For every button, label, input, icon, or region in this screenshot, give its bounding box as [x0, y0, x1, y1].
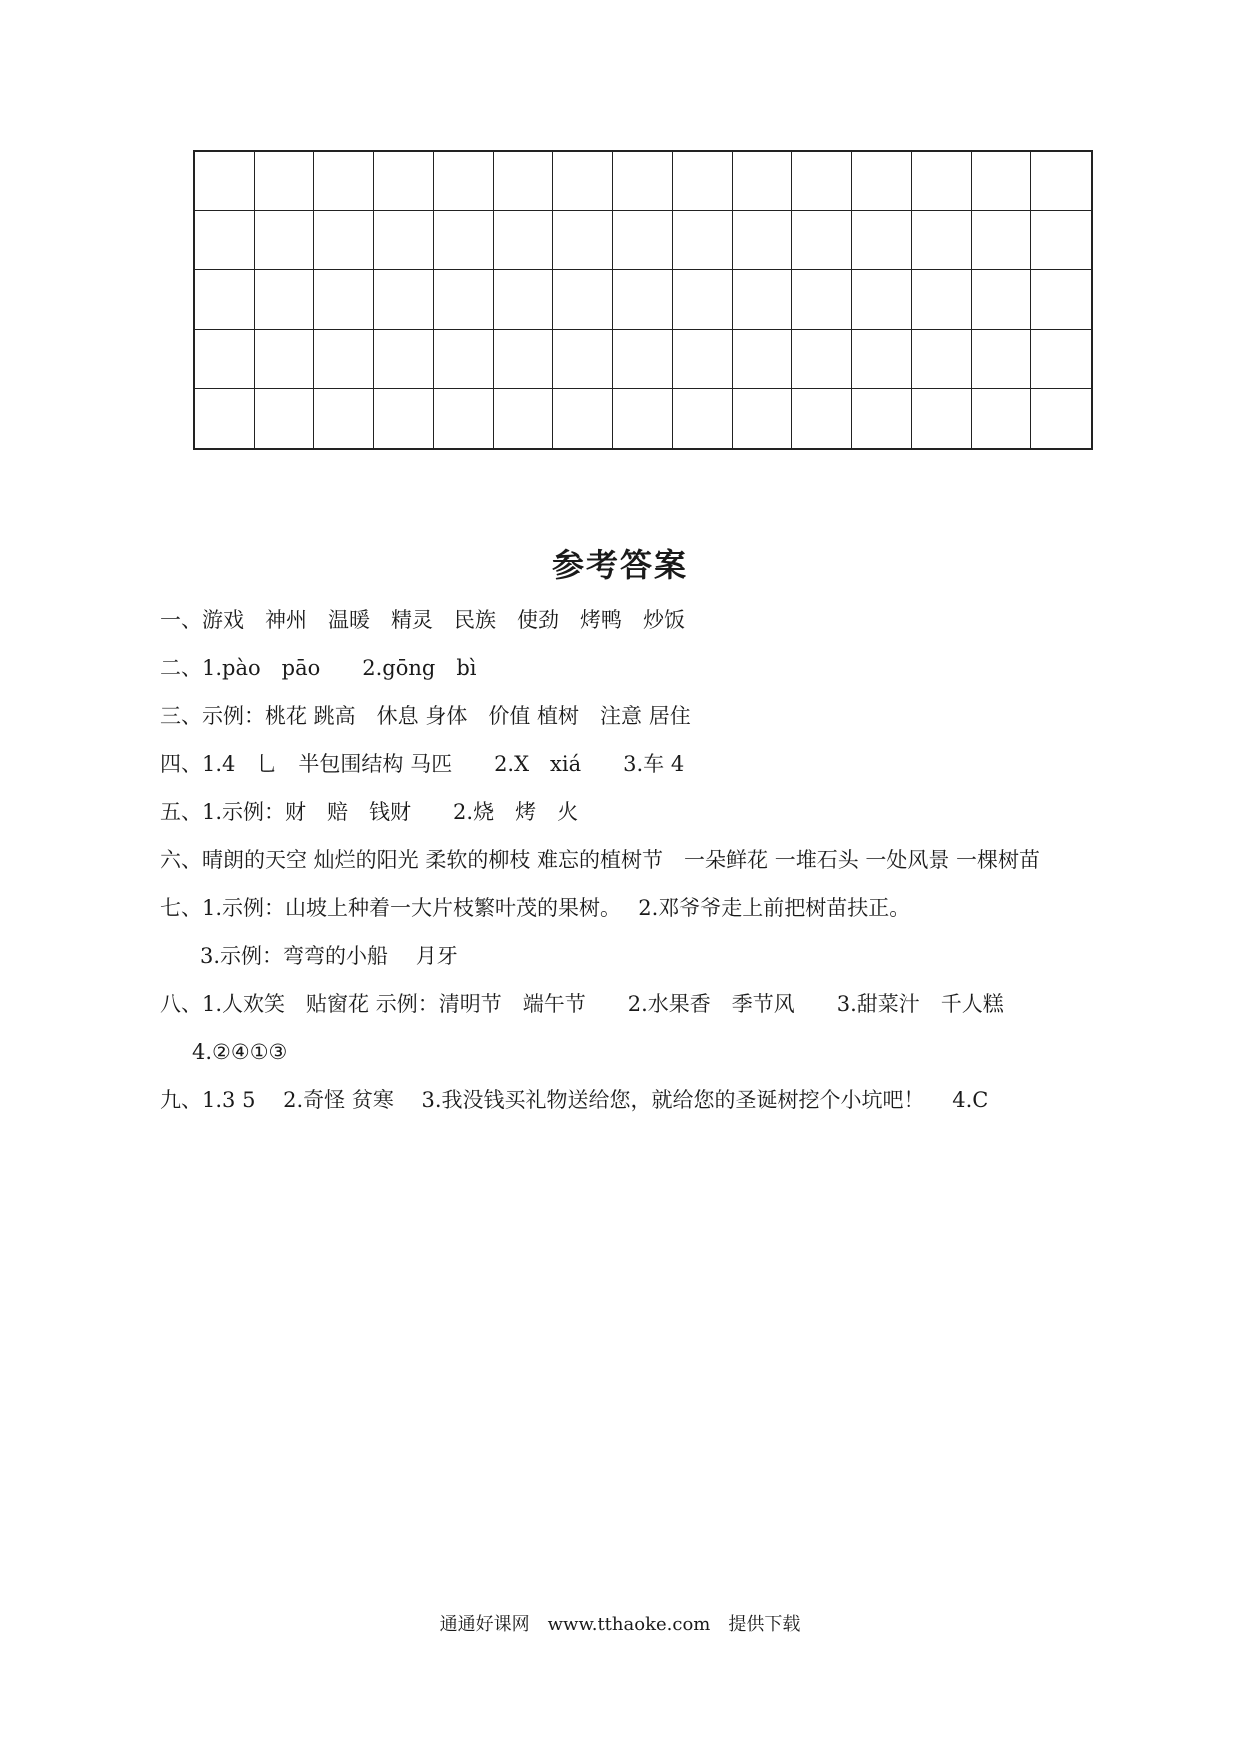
grid-cell	[673, 330, 733, 389]
answer-line-9: 九、1.3 5 2.奇怪 贫寒 3.我没钱买礼物送给您，就给您的圣诞树挖个小坑吧！ 4.C	[160, 1088, 989, 1112]
grid-cell	[434, 152, 494, 211]
answer-line-4: 四、1.4 乚 半包围结构 马匹 2.X xiá 3.车 4	[160, 752, 685, 776]
grid-cell	[613, 389, 673, 448]
grid-cell	[852, 270, 912, 329]
grid-cell	[434, 330, 494, 389]
grid-cell	[553, 389, 613, 448]
grid-cell	[912, 389, 972, 448]
answer-key-title: 参考答案	[551, 546, 688, 584]
grid-cell	[1031, 152, 1091, 211]
grid-cell	[673, 152, 733, 211]
grid-cell	[195, 152, 255, 211]
grid-cell	[792, 270, 852, 329]
grid-cell	[1031, 211, 1091, 270]
grid-cell	[314, 211, 374, 270]
grid-cell	[613, 330, 673, 389]
grid-cell	[792, 211, 852, 270]
answer-line-8-continued: 4.②④①③	[192, 1040, 288, 1064]
grid-cell	[972, 211, 1032, 270]
grid-cell	[733, 389, 793, 448]
grid-cell	[314, 389, 374, 448]
grid-cell	[792, 152, 852, 211]
grid-cell	[613, 152, 673, 211]
grid-cell	[912, 330, 972, 389]
answer-line-5: 五、1.示例：财 赔 钱财 2.烧 烤 火	[160, 800, 579, 824]
answer-line-6: 六、晴朗的天空 灿烂的阳光 柔软的柳枝 难忘的植树节 一朵鲜花 一堆石头 一处风景 一棵树苗	[160, 848, 1041, 872]
grid-cell	[434, 270, 494, 329]
grid-cell	[494, 152, 554, 211]
grid-cell	[374, 389, 434, 448]
grid-cell	[374, 270, 434, 329]
grid-cell	[852, 389, 912, 448]
answer-line-7-continued: 3.示例：弯弯的小船 月牙	[200, 944, 458, 968]
grid-cell	[314, 270, 374, 329]
grid-cell	[314, 330, 374, 389]
grid-cell	[613, 270, 673, 329]
grid-cell	[255, 152, 315, 211]
grid-cell	[733, 270, 793, 329]
grid-cell	[255, 389, 315, 448]
grid-cell	[673, 211, 733, 270]
grid-cell	[195, 270, 255, 329]
grid-cell	[553, 211, 613, 270]
writing-grid	[193, 150, 1093, 450]
grid-cell	[494, 389, 554, 448]
grid-cell	[255, 270, 315, 329]
grid-cell	[434, 389, 494, 448]
grid-cell	[494, 270, 554, 329]
grid-cell	[1031, 270, 1091, 329]
grid-cell	[673, 270, 733, 329]
answer-line-1: 一、游戏 神州 温暖 精灵 民族 使劲 烤鸭 炒饭	[160, 608, 685, 632]
grid-cell	[972, 270, 1032, 329]
grid-cell	[374, 211, 434, 270]
grid-cell	[733, 211, 793, 270]
grid-cell	[972, 152, 1032, 211]
grid-cell	[673, 389, 733, 448]
grid-cell	[912, 270, 972, 329]
answer-line-8: 八、1.人欢笑 贴窗花 示例：清明节 端午节 2.水果香 季节风 3.甜菜汁 千人糕	[160, 992, 1004, 1016]
answer-line-7: 七、1.示例：山坡上种着一大片枝繁叶茂的果树。 2.邓爷爷走上前把树苗扶正。	[160, 896, 911, 920]
grid-cell	[972, 330, 1032, 389]
grid-cell	[792, 330, 852, 389]
grid-cell	[195, 389, 255, 448]
grid-cell	[1031, 389, 1091, 448]
grid-cell	[494, 330, 554, 389]
grid-cell	[972, 389, 1032, 448]
grid-cell	[912, 211, 972, 270]
footer-download-note: 通通好课网 www.tthaoke.com 提供下载	[439, 1614, 801, 1635]
answer-line-2: 二、1.pào pāo 2.gōng bì	[160, 656, 477, 680]
grid-cell	[553, 330, 613, 389]
grid-cell	[494, 211, 554, 270]
grid-cell	[434, 211, 494, 270]
grid-cell	[255, 211, 315, 270]
grid-cell	[195, 330, 255, 389]
grid-cell	[374, 330, 434, 389]
grid-cell	[733, 330, 793, 389]
grid-cell	[733, 152, 793, 211]
grid-cell	[195, 211, 255, 270]
grid-cell	[613, 211, 673, 270]
grid-cell	[792, 389, 852, 448]
grid-cell	[852, 211, 912, 270]
grid-cell	[912, 152, 972, 211]
grid-cell	[1031, 330, 1091, 389]
grid-cell	[852, 152, 912, 211]
grid-cell	[374, 152, 434, 211]
answer-list	[160, 600, 1120, 1128]
grid-cell	[553, 270, 613, 329]
grid-cell	[852, 330, 912, 389]
answer-line-3: 三、示例：桃花 跳高 休息 身体 价值 植树 注意 居住	[160, 704, 691, 728]
grid-cell	[314, 152, 374, 211]
grid-cell	[255, 330, 315, 389]
grid-cell	[553, 152, 613, 211]
